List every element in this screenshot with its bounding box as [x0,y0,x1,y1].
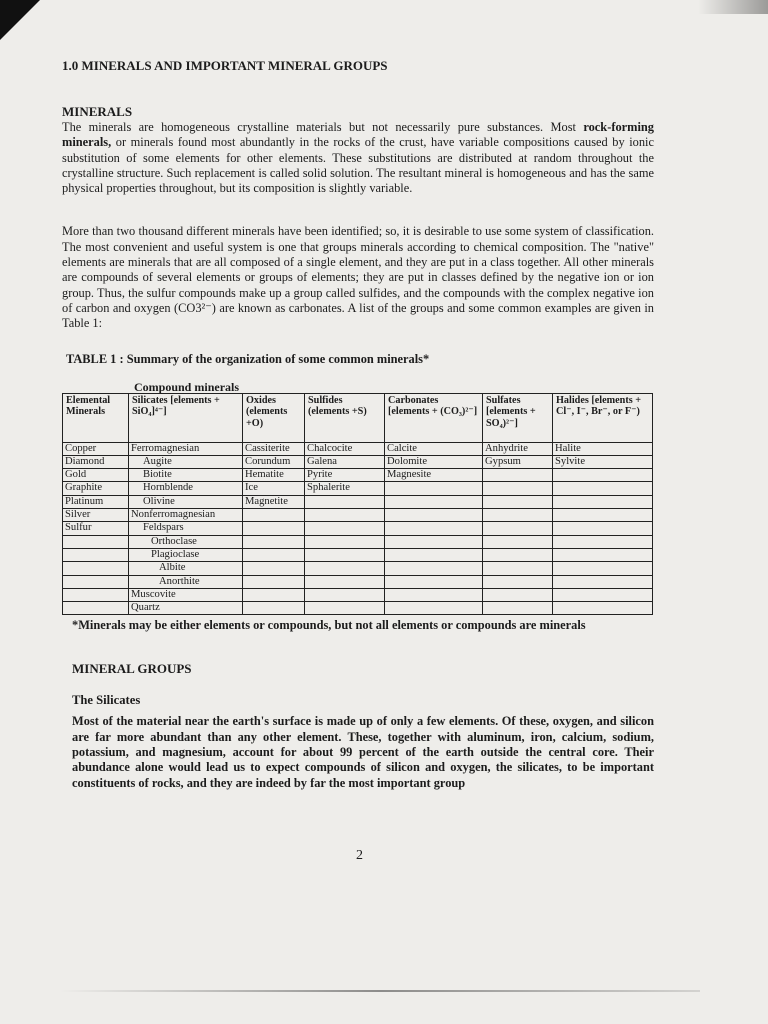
table-cell [553,562,653,575]
table-cell: Gypsum [483,455,553,468]
table-cell: Pyrite [305,469,385,482]
table-row [63,482,653,495]
table-cell: Hornblende [129,482,243,495]
table-cell [483,522,553,535]
table-cell: Magnesite [385,469,483,482]
table-cell: Corundum [243,455,305,468]
table-cell [63,548,129,561]
table-cell [63,562,129,575]
table-cell: Anhydrite [483,442,553,455]
table-cell: Hematite [243,469,305,482]
table-cell [243,548,305,561]
table-cell [483,588,553,601]
table-cell: Sulfur [63,522,129,535]
table-title: TABLE 1 : Summary of the organization of some common minerals* [66,351,430,366]
table-cell [243,602,305,615]
table-cell: Augite [129,455,243,468]
document-page [62,58,654,791]
column-header: Sulfates [elements + SO₄)²⁻] [483,393,553,442]
table-cell: Anorthite [129,575,243,588]
table-row [63,442,653,455]
table-cell [63,575,129,588]
table-cell: Sphalerite [305,482,385,495]
table-cell [305,602,385,615]
para3-bold-run: silicates [517,760,559,775]
scan-corner-mark [0,0,40,40]
table-cell [305,509,385,522]
table-cell: Gold [63,469,129,482]
table-cell [385,535,483,548]
para3-run: Most of the material near the earth's surface is made up of only a few elements. Of these, oxygen, and silicon are far more abundant than any other element. These, together with aluminum, iron, calcium, sodium, potassium, and magnesium, account for about 99 percent of the earth outside the central core. Their abundance alone would lead us to expect compounds of silicon and oxygen, the [72,714,654,775]
table-cell: Silver [63,509,129,522]
table-cell [63,588,129,601]
table-cell [385,482,483,495]
table-cell: Diamond [63,455,129,468]
silicates-paragraph [72,714,654,790]
table-cell: Feldspars [129,522,243,535]
para1-run: The minerals are homogeneous crystalline materials but not necessarily pure substances. Most [62,120,584,134]
table-cell: Calcite [385,442,483,455]
table-cell: Biotite [129,469,243,482]
table-cell [553,588,653,601]
table-row [63,509,653,522]
table-cell [305,575,385,588]
scan-bottom-streak [60,990,700,992]
table-cell [305,522,385,535]
table-cell [243,522,305,535]
table-cell [385,575,483,588]
table-cell [385,522,483,535]
table-cell [243,509,305,522]
table-cell: Halite [553,442,653,455]
table-cell: Albite [129,562,243,575]
table-row [63,535,653,548]
table-cell [483,575,553,588]
table-cell [305,495,385,508]
table-cell: Magnetite [243,495,305,508]
table-row [63,548,653,561]
table-cell [243,535,305,548]
table-cell [553,575,653,588]
table-row [63,455,653,468]
table-cell: Graphite [63,482,129,495]
para3-run: , to be important constituents of rocks, and they are indeed by far the most important group [72,760,654,790]
table-cell [483,535,553,548]
column-header: Sulfides (elements +S) [305,393,385,442]
minerals-paragraph [62,120,654,196]
table-cell [553,548,653,561]
table-cell [553,602,653,615]
table-cell [553,535,653,548]
table-cell [385,495,483,508]
column-header: Silicates [elements + SiO₄]⁴⁻] [129,393,243,442]
table-cell [385,602,483,615]
para1-run: or minerals found most abundantly in the rocks of the crust, have variable compositions caused by ionic substitution of some elements for other elements. These substitutions are distributed at random throughout the crystalline structure. Such replacement is called solid solution. The resultant mineral is homogeneous and has the same physical properties throughout, but its composition is slightly variable. [62,135,654,196]
table-cell [553,482,653,495]
table-cell [483,562,553,575]
table-row [63,495,653,508]
table-cell: Platinum [63,495,129,508]
minerals-heading: MINERALS [62,104,133,119]
table-cell: Chalcocite [305,442,385,455]
table-row [63,602,653,615]
table-cell: Orthoclase [129,535,243,548]
para1-bold-run: rock-forming minerals, [62,120,654,150]
table-cell [483,509,553,522]
table-cell [385,562,483,575]
column-header: Halides [elements + Cl⁻, I⁻, Br⁻, or F⁻) [553,393,653,442]
scan-edge-smudge [698,0,768,14]
table-cell [553,495,653,508]
table-cell: Ice [243,482,305,495]
page-number: 2 [356,848,363,863]
table-cell [305,535,385,548]
table-cell [243,562,305,575]
column-header: Elemental Minerals [63,393,129,442]
column-header: Carbonates [elements + (CO₃)²⁻] [385,393,483,442]
table-cell: Cassiterite [243,442,305,455]
table-cell [305,562,385,575]
table-cell [385,588,483,601]
table-cell [483,495,553,508]
table-row [63,522,653,535]
table-row [63,469,653,482]
table-cell [553,522,653,535]
table-row [63,575,653,588]
column-header: Oxides (elements +O) [243,393,305,442]
table-cell [305,548,385,561]
mineral-groups-heading: MINERAL GROUPS [72,661,192,677]
table-cell [243,575,305,588]
table-cell [385,509,483,522]
table-cell [243,588,305,601]
table-cell [483,469,553,482]
table-cell [305,588,385,601]
table-cell: Nonferromagnesian [129,509,243,522]
table-cell [63,535,129,548]
table-cell [63,602,129,615]
table-row [63,562,653,575]
table-cell [553,469,653,482]
table-cell [483,548,553,561]
table-cell [483,482,553,495]
section-title: 1.0 MINERALS AND IMPORTANT MINERAL GROUPS [62,58,388,73]
table-cell: Plagioclase [129,548,243,561]
minerals-table [62,393,653,616]
table-cell: Olivine [129,495,243,508]
classification-paragraph: More than two thousand different minerals have been identified; so, it is desirable to use some system of classification. The most convenient and useful system is one that groups minerals according to chemical composition. The "native" elements are minerals that are all composed of a single element, and they are put in a class together. All other minerals are compounds of several elements or groups of elements; they are put in classes defined by the negative ion or ion group. Thus, the sulfur compounds make up a group called sulfides, and the compounds with the complex negative ion of carbon and oxygen (CO3²⁻) are known as carbonates. A list of the groups and some common examples are given in Table 1: [62,224,654,331]
table-cell: Copper [63,442,129,455]
table-cell: Dolomite [385,455,483,468]
table-footnote: *Minerals may be either elements or compounds, but not all elements or compounds are minerals [72,618,586,633]
table-body [63,442,653,615]
table-cell: Sylvite [553,455,653,468]
table-cell [553,509,653,522]
compound-minerals-caption: Compound minerals [134,379,240,394]
table-cell: Quartz [129,602,243,615]
table-cell: Galena [305,455,385,468]
table-cell: Muscovite [129,588,243,601]
table-cell [483,602,553,615]
table-cell [385,548,483,561]
silicates-heading: The Silicates [72,693,141,708]
table-row [63,588,653,601]
table-header-row [63,393,653,442]
table-cell: Ferromagnesian [129,442,243,455]
